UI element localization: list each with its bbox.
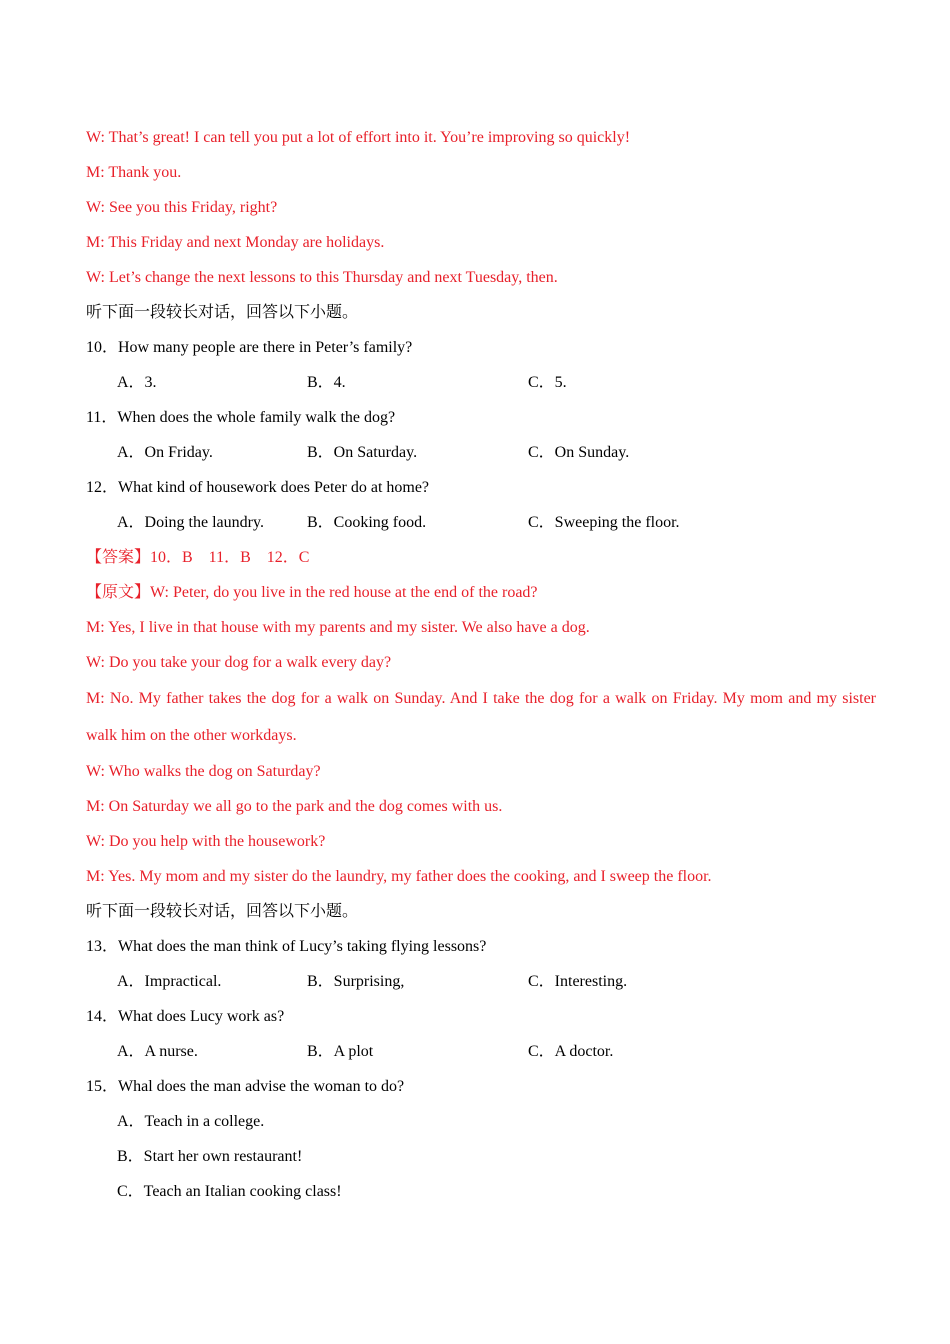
- options-row: [86, 505, 876, 540]
- question-14: [86, 999, 876, 1069]
- option-c: C．Sweeping the floor.: [528, 514, 680, 531]
- option-a: A．3.: [117, 374, 157, 391]
- question-text: 11．When does the whole family walk the dog?: [86, 409, 396, 426]
- question-text: 13．What does the man think of Lucy’s taking flying lessons?: [86, 938, 487, 955]
- option-c: C．Interesting.: [528, 973, 628, 990]
- option-b: B．A plot: [307, 1043, 374, 1060]
- transcript-line: 【原文】W: Peter, do you live in the red house at the end of the road?: [86, 584, 538, 601]
- transcript-line: W: Do you help with the housework?: [86, 833, 326, 850]
- option-a: A．Teach in a college.: [117, 1113, 265, 1130]
- dialogue-line: W: Let’s change the next lessons to this Thursday and next Tuesday, then.: [86, 269, 558, 286]
- transcript-line: W: Do you take your dog for a walk every day?: [86, 654, 392, 671]
- question-text: 10．How many people are there in Peter’s family?: [86, 339, 413, 356]
- transcript-line: M: Yes, I live in that house with my parents and my sister. We also have a dog.: [86, 619, 590, 636]
- question-12: [86, 470, 876, 540]
- options-row: [86, 964, 876, 999]
- dialogue-line: W: That’s great! I can tell you put a lot of effort into it. You’re improving so quickly!: [86, 129, 631, 146]
- options-row: [86, 1034, 876, 1069]
- question-text: 15．Whal does the man advise the woman to do?: [86, 1078, 405, 1095]
- dialogue-line: M: Thank you.: [86, 164, 182, 181]
- document-page: [86, 120, 876, 1209]
- options-row: [86, 365, 876, 400]
- option-b: B．4.: [307, 374, 346, 391]
- options-row: [86, 435, 876, 470]
- question-13: [86, 929, 876, 999]
- question-text: 12．What kind of housework does Peter do at home?: [86, 479, 430, 496]
- option-b: B．On Saturday.: [307, 444, 418, 461]
- option-b: B．Surprising,: [307, 973, 405, 990]
- option-a: A．Impractical.: [117, 973, 222, 990]
- question-10: [86, 330, 876, 400]
- transcript-line: M: Yes. My mom and my sister do the laundry, my father does the cooking, and I sweep the floor.: [86, 868, 712, 885]
- option-a: A．Doing the laundry.: [117, 514, 264, 531]
- option-a: A．A nurse.: [117, 1043, 198, 1060]
- dialogue-line: W: See you this Friday, right?: [86, 199, 278, 216]
- answer-key: 【答案】10．B 11．B 12．C: [86, 549, 310, 566]
- dialogue-line: M: This Friday and next Monday are holidays.: [86, 234, 385, 251]
- transcript-line: M: No. My father takes the dog for a walk on Sunday. And I take the dog for a walk on Friday. My mom and my sister walk him on the other workdays.: [86, 690, 876, 744]
- transcript-line: M: On Saturday we all go to the park and the dog comes with us.: [86, 798, 503, 815]
- option-a: A．On Friday.: [117, 444, 213, 461]
- option-b: B．Cooking food.: [307, 514, 427, 531]
- option-c: C．On Sunday.: [528, 444, 630, 461]
- transcript: [86, 575, 876, 894]
- dialogue-top: [86, 120, 876, 295]
- option-c: C．A doctor.: [528, 1043, 614, 1060]
- option-c: C．5.: [528, 374, 567, 391]
- option-b: B．Start her own restaurant!: [117, 1148, 303, 1165]
- option-c: C．Teach an Italian cooking class!: [117, 1183, 342, 1200]
- question-text: 14．What does Lucy work as?: [86, 1008, 285, 1025]
- transcript-line: W: Who walks the dog on Saturday?: [86, 763, 321, 780]
- section-instruction: 听下面一段较长对话，回答以下小题。: [86, 304, 359, 321]
- question-15: [86, 1069, 876, 1209]
- section-instruction: 听下面一段较长对话，回答以下小题。: [86, 903, 359, 920]
- question-11: [86, 400, 876, 470]
